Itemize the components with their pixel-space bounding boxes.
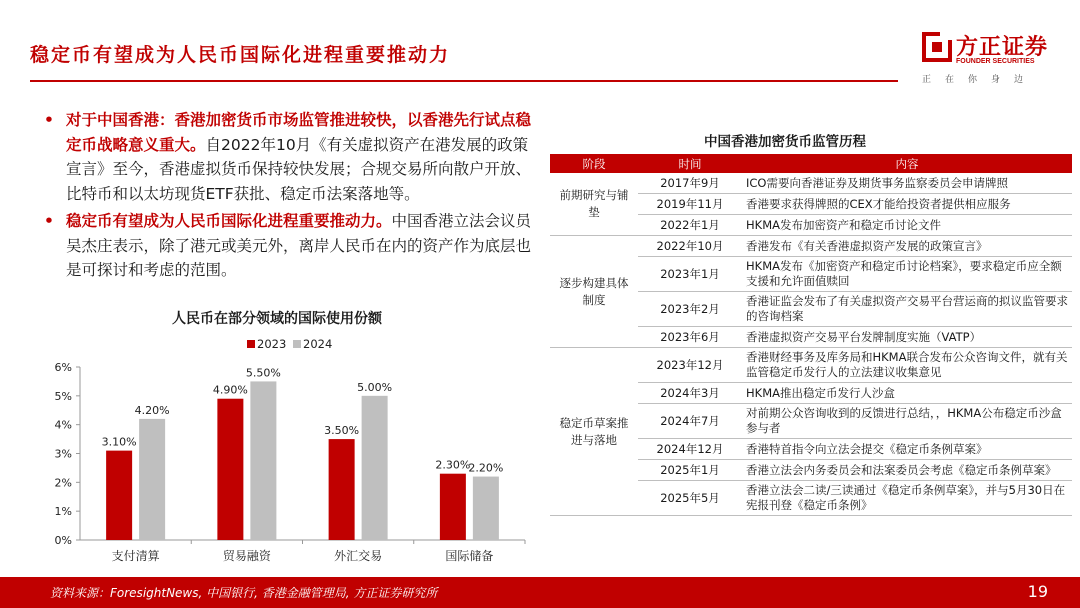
header-date: 时间 (638, 154, 742, 173)
y-tick-label: 2% (54, 476, 72, 490)
y-tick-label: 4% (54, 418, 72, 432)
date-cell: 2019年11月 (638, 194, 742, 215)
data-label: 5.50% (245, 366, 281, 380)
date-cell: 2017年9月 (638, 173, 742, 194)
logo-english-name: FOUNDER SECURITIES (956, 58, 1035, 65)
table-header-row (550, 154, 1072, 173)
x-tick-label: 贸易融资 (222, 549, 271, 563)
data-label: 3.10% (101, 435, 137, 449)
legend-label: 2023 (257, 337, 287, 351)
bar-2023 (217, 399, 243, 540)
logo-name: 方正证券 (956, 35, 1049, 60)
table-title: 中国香港加密货币监管历程 (704, 134, 866, 150)
table-row (550, 173, 1072, 194)
content-cell: HKMA发布《加密资产和稳定币讨论档案》，要求稳定币应全额支援和允许面值赎回 (742, 257, 1072, 292)
header-content: 内容 (742, 154, 1072, 173)
bar-2024 (139, 419, 165, 540)
y-tick-label: 5% (54, 389, 72, 403)
legend-label: 2024 (303, 337, 333, 351)
bar-chart (0, 330, 545, 570)
footer-bar (0, 577, 1080, 608)
y-tick-label: 0% (54, 534, 72, 547)
bar-2023 (106, 451, 132, 540)
content-cell: 香港要求获得牌照的CEX才能给投资者提供相应服务 (742, 194, 1072, 215)
stage-cell: 稳定币草案推进与落地 (550, 348, 638, 516)
bar-2024 (250, 381, 276, 540)
date-cell: 2023年12月 (638, 348, 742, 383)
slide-title: 稳定币有望成为人民币国际化进程重要推动力 (30, 44, 451, 66)
data-label: 3.50% (324, 424, 360, 438)
data-label: 2.20% (468, 461, 504, 475)
header-stage: 阶段 (550, 154, 638, 173)
logo-mark-icon (922, 32, 952, 62)
date-cell: 2024年3月 (638, 383, 742, 404)
date-cell: 2023年1月 (638, 257, 742, 292)
data-label: 4.90% (212, 383, 248, 397)
date-cell: 2023年6月 (638, 327, 742, 348)
date-cell: 2024年7月 (638, 404, 742, 439)
bullet-text: 自2022年10月《有关虚拟资产在港发展的政策宣言》至今，香港虚拟货币保持较快发展；合规交易所向散户开放、比特币和以太坊现货ETF获批、稳定币法案落地等。 (66, 135, 532, 203)
x-tick-label: 支付清算 (111, 549, 160, 563)
content-cell: 香港证监会发布了有关虚拟资产交易平台营运商的拟议监管要求的咨询档案 (742, 292, 1072, 327)
page-number: 19 (1027, 582, 1048, 601)
chart-title: 人民币在部分领域的国际使用份额 (172, 311, 382, 327)
content-cell: 香港财经事务及库务局和HKMA联合发布公众咨询文件，就有关监管稳定币发行人的立法建议收集意见 (742, 348, 1072, 383)
date-cell: 2022年10月 (638, 236, 742, 257)
date-cell: 2023年2月 (638, 292, 742, 327)
bullet-highlight: 稳定币有望成为人民币国际化进程重要推动力。 (66, 212, 392, 230)
table-row (550, 236, 1072, 257)
content-cell: 香港立法会内务委员会和法案委员会考虑《稳定币条例草案》 (742, 460, 1072, 481)
bullet-list (44, 108, 542, 286)
bullet-item (44, 108, 542, 206)
date-cell: 2022年1月 (638, 215, 742, 236)
date-cell: 2025年5月 (638, 481, 742, 516)
bar-2024 (362, 396, 388, 540)
title-divider (30, 80, 898, 82)
content-cell: 香港特首指令向立法会提交《稳定币条例草案》 (742, 439, 1072, 460)
logo-tagline: 正在你身边 (922, 75, 1038, 85)
source-note: 资料来源：ForesightNews, 中国银行, 香港金融管理局, 方正证券研究所 (50, 586, 438, 600)
date-cell: 2025年1月 (638, 460, 742, 481)
data-label: 2.30% (435, 458, 471, 472)
stage-cell: 前期研究与铺垫 (550, 173, 638, 236)
bar-2023 (329, 439, 355, 540)
y-tick-label: 1% (54, 505, 72, 519)
bullet-dot-icon: • (44, 111, 54, 129)
bullet-text: 中国香港立法会议员吴杰庄表示，除了港元或美元外，离岸人民币在内的资产作为底层也是可探讨和考虑的范围。 (66, 212, 532, 279)
content-cell: 香港发布《有关香港虚拟资产发展的政策宣言》 (742, 236, 1072, 257)
bullet-item (44, 209, 542, 283)
legend-swatch (247, 340, 255, 348)
content-cell: 香港立法会二读/三读通过《稳定币条例草案》，并与5月30日在宪报刊登《稳定币条例》 (742, 481, 1072, 516)
x-tick-label: 国际储备 (445, 549, 494, 563)
company-logo (920, 28, 1070, 88)
content-cell: 香港虚拟资产交易平台发牌制度实施（VATP） (742, 327, 1072, 348)
content-cell: HKMA推出稳定币发行人沙盒 (742, 383, 1072, 404)
y-tick-label: 3% (54, 447, 72, 461)
legend-swatch (293, 340, 301, 348)
data-label: 5.00% (357, 380, 393, 394)
bullet-dot-icon: • (44, 212, 54, 230)
date-cell: 2024年12月 (638, 439, 742, 460)
stage-cell: 逐步构建具体制度 (550, 236, 638, 348)
bar-2024 (473, 477, 499, 540)
bullet-highlight: 对于中国香港：香港加密货币市场监管推进较快，以香港先行试点稳定币战略意义重大。 (66, 111, 532, 154)
y-tick-label: 6% (54, 361, 72, 374)
table-row (550, 348, 1072, 383)
content-cell: 对前期公众咨询收到的反馈进行总结，，HKMA公布稳定币沙盒参与者 (742, 404, 1072, 439)
content-cell: HKMA发布加密资产和稳定币讨论文件 (742, 215, 1072, 236)
bar-2023 (440, 474, 466, 540)
content-cell: ICO需要向香港证券及期货事务监察委员会申请牌照 (742, 173, 1072, 194)
x-tick-label: 外汇交易 (334, 549, 383, 563)
data-label: 4.20% (134, 403, 170, 417)
regulation-history-table (550, 154, 1072, 516)
